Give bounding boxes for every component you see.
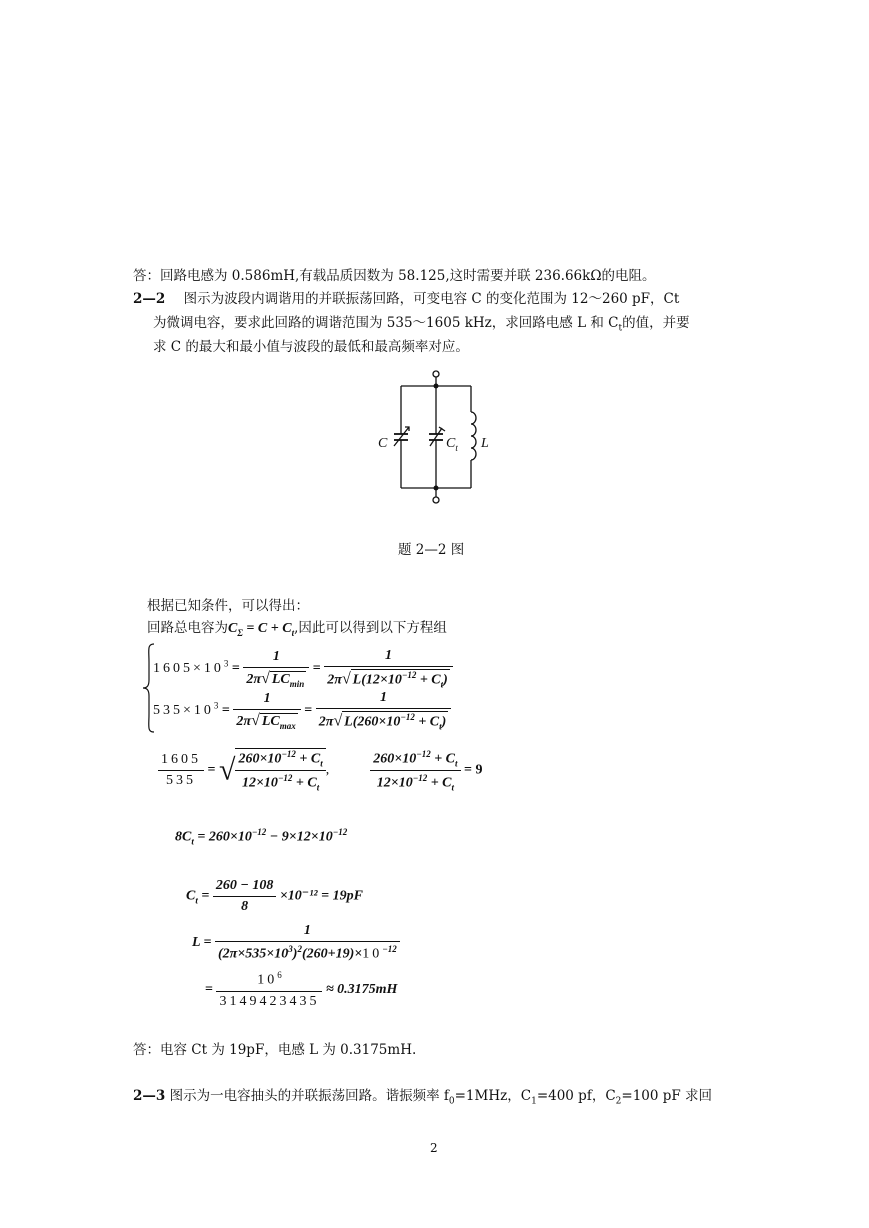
top-terminal xyxy=(433,371,439,377)
label-l: L xyxy=(481,436,489,451)
total-capacitance-line: 回路总电容为$C_\Sigma = C + C_t$,因此可以得到以下方程组 xyxy=(147,620,447,638)
equation-1: $1605\times 10^3$ = $\frac{1}{2\pi√ LC_{min}}$ = $\frac{1}{2\pi√ L(12\times 10^{-12} + C_t)}$ xyxy=(153,648,453,689)
equation-8ct: $8C_t = 260\times 10^{-12} - 9\times 12\times 10^{-12}$ xyxy=(175,827,348,847)
total-cap-formula: $C_\Sigma = C + C_t$ xyxy=(228,621,295,638)
problem-2-2-line3: 求 C 的最大和最小值与波段的最低和最高频率对应。 xyxy=(153,339,469,355)
l-result: = $\frac{10^6}{3149423435}$ ≈ 0.3175mH xyxy=(205,970,398,1009)
problem-2-3: 2—3 图示为一电容抽头的并联振荡回路。谐振频率 $f_0=1MHz$，$C_1=400$ pf，$C_2=100$ pF 求回 xyxy=(133,1088,713,1107)
page-number: 2 xyxy=(430,1141,438,1155)
subscript: t xyxy=(618,323,623,334)
problem-text: 的值，并要 xyxy=(622,315,690,331)
figure-caption: 题 2—2 图 xyxy=(398,542,465,558)
problem-number: 2—2 xyxy=(133,291,166,307)
previous-answer: 答：回路电感为 0.586mH,有载品质因数为 58.125,这时需要并联 236.66kΩ的电阻。 xyxy=(133,268,656,284)
solution-intro: 根据已知条件，可以得出： xyxy=(147,598,309,614)
equation-2: $535\times 10^3$ = $\frac{1}{2\pi√ LC_{max}}$ = $\frac{1}{2\pi√ L(260\times 10^{-12} + C_t)}$ xyxy=(153,690,451,731)
problem-2-2-line1 xyxy=(133,290,679,308)
label-c: C xyxy=(378,436,388,451)
ratio-equation: $\frac{1605}{535}$ = √ $\frac{260\times 10^{-12} + C_t}{12\times 10^{-12} + C_t}$ , $\frac{260\times 10^{-12} + C_t}{12\times 10^{-12} + C_t}$ = 9 xyxy=(158,748,483,793)
answer-2-2: 答：电容 Ct 为 19pF，电感 L 为 0.3175mH. xyxy=(133,1042,417,1058)
bottom-terminal xyxy=(433,497,439,503)
label-ct: $C_t$ xyxy=(446,436,458,453)
problem-text: 图示为波段内调谐用的并联振荡回路，可变电容 C 的变化范围为 12～260 pF，Ct xyxy=(183,291,680,307)
problem-text: 为微调电容，要求此回路的调谐范围为 535～1605 kHz，求回路电感 L 和 C xyxy=(153,315,619,331)
l-equation: L = $\frac{1}{(2\pi\times 535\times 10^3)^2(260+19)\times 10^{-12}}$ xyxy=(192,923,400,963)
problem-2-2-line2 xyxy=(153,314,690,338)
problem-number: 2—3 xyxy=(133,1088,166,1104)
ct-result: $C_t$ = $\frac{260 - 108}{8}$ ×10⁻¹² = 19pF xyxy=(186,878,363,914)
